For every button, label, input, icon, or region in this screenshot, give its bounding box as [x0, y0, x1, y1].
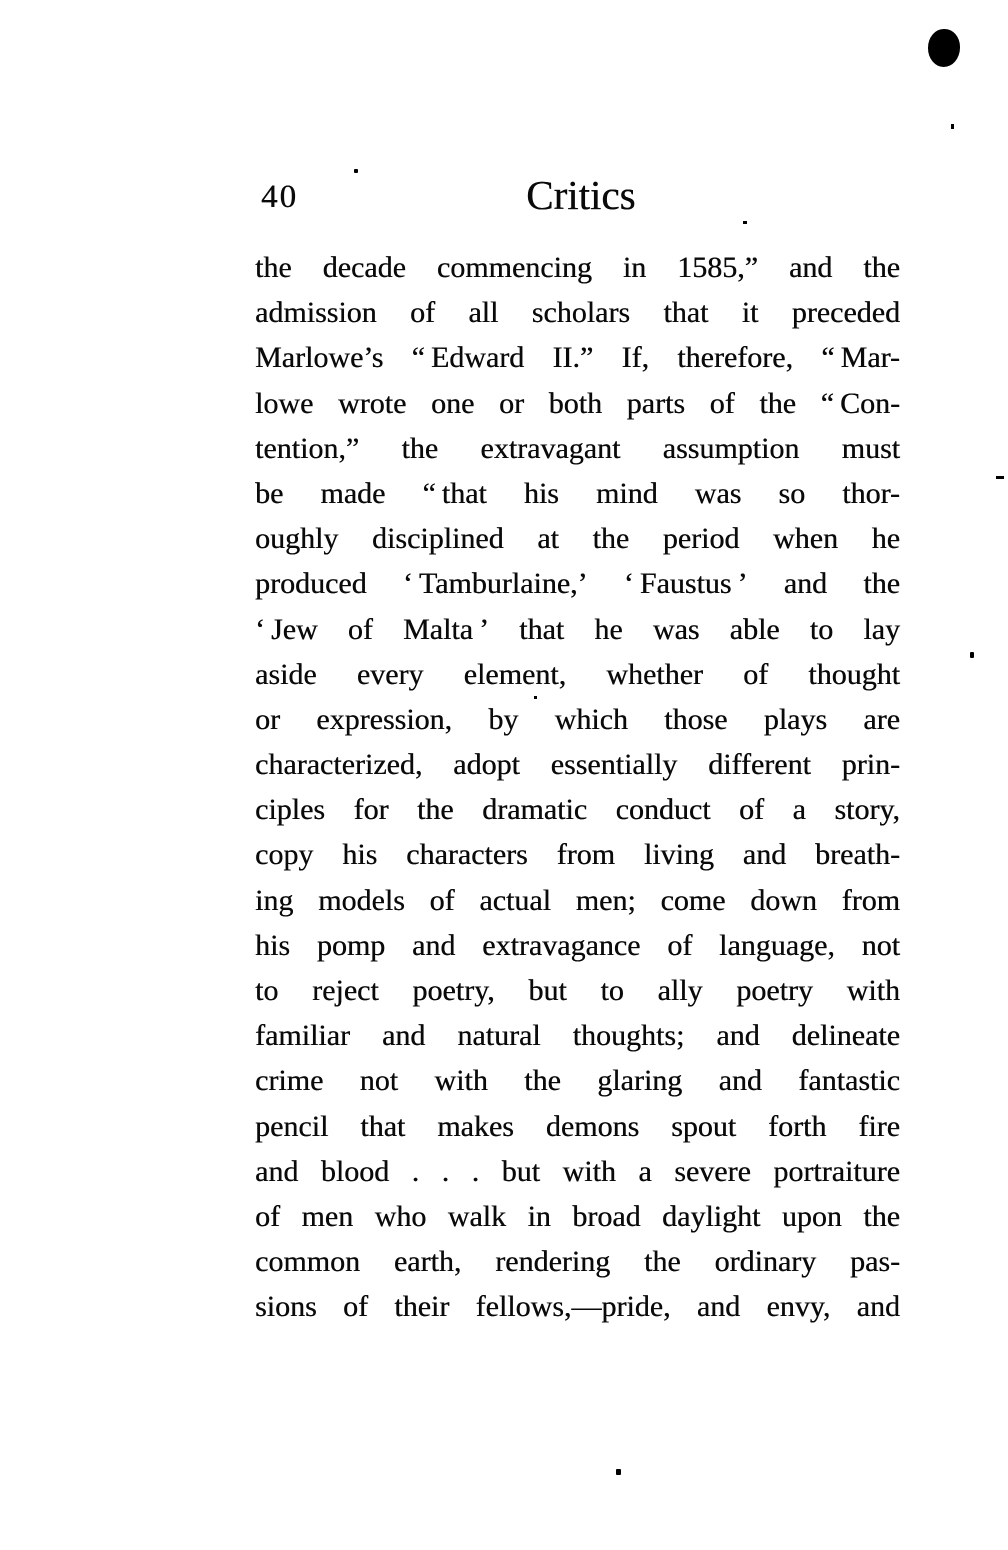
ink-speck — [970, 652, 974, 658]
text-line: of men who walk in broad daylight upon the — [255, 1199, 900, 1233]
ink-speck — [951, 124, 954, 129]
page-number: 40 — [261, 179, 298, 215]
text-line: tention,” the extravagant assumption must — [255, 431, 900, 465]
text-line: common earth, rendering the ordinary pas- — [255, 1245, 900, 1279]
text-line: ing models of actual men; come down from — [255, 883, 900, 917]
ink-speck — [996, 476, 1004, 479]
text-line: crime not with the glaring and fantastic — [255, 1064, 900, 1098]
text-line: copy his characters from living and breath- — [255, 838, 900, 872]
text-line: ‘ Jew of Malta ’ that he was able to lay — [255, 612, 900, 646]
page-header — [255, 166, 900, 216]
text-line: admission of all scholars that it preceded — [255, 296, 900, 330]
text-line: Marlowe’s “ Edward II.” If, therefore, “ Mar- — [255, 341, 900, 375]
text-column — [255, 0, 900, 1550]
text-line: produced ‘ Tamburlaine,’ ‘ Faustus ’ and the — [255, 567, 900, 601]
text-line: pencil that makes demons spout forth fire — [255, 1109, 900, 1143]
text-block — [255, 245, 900, 1330]
text-line: ciples for the dramatic conduct of a story, — [255, 793, 900, 827]
text-line: oughly disciplined at the period when he — [255, 522, 900, 556]
text-line: be made “ that his mind was so thor- — [255, 476, 900, 510]
text-line: lowe wrote one or both parts of the “ Con- — [255, 386, 900, 420]
text-line: characterized, adopt essentially different prin- — [255, 748, 900, 782]
running-title: Critics — [526, 172, 636, 218]
text-line: familiar and natural thoughts; and delineate — [255, 1019, 900, 1053]
text-line: or expression, by which those plays are — [255, 702, 900, 736]
text-line: the decade commencing in 1585,” and the — [255, 251, 900, 284]
text-line: sions of their fellows,—pride, and envy, and — [255, 1290, 900, 1324]
text-line: to reject poetry, but to ally poetry with — [255, 974, 900, 1007]
ink-blot-artifact — [928, 29, 960, 67]
text-line: his pomp and extravagance of language, not — [255, 928, 900, 962]
text-line: and blood . . . but with a severe portraiture — [255, 1154, 900, 1188]
text-line: aside every element, whether of thought — [255, 657, 900, 691]
